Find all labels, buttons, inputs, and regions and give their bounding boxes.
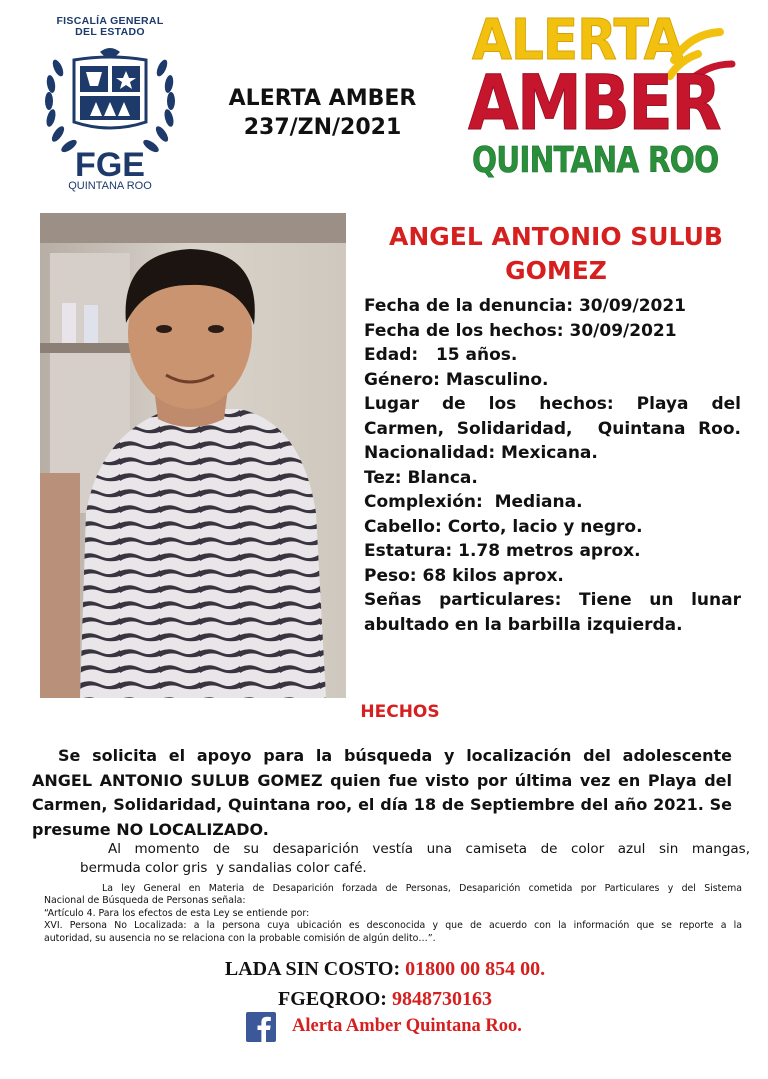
detail-marks-line1: Señas particulares: Tiene un lunar [364, 590, 741, 610]
law-line-2: Nacional de Búsqueda de Personas señala: [44, 895, 246, 907]
person-name [356, 220, 756, 288]
person-details [364, 294, 741, 637]
fge-acronym: FGE [75, 146, 145, 184]
law-line-1: La ley General en Materia de Desaparición forzada de Personas, Desaparición cometida por Particulares y del Sistema [102, 883, 742, 894]
detail-height: Estatura: 1.78 metros aprox. [364, 541, 641, 561]
logo-word-amber: AMBER [468, 58, 720, 147]
clothing-paragraph [80, 840, 750, 878]
lada-number[interactable]: 01800 00 854 00. [405, 958, 546, 980]
hechos-heading: HECHOS [360, 702, 440, 722]
person-name-line1: ANGEL ANTONIO SULUB [389, 222, 723, 251]
clothing-line-1: Al momento de su desaparición vestía una camiseta de color azul sin mangas, [108, 841, 750, 857]
detail-age: Edad: 15 años. [364, 345, 518, 365]
alerta-amber-logo [466, 8, 744, 194]
detail-weight: Peso: 68 kilos aprox. [364, 565, 564, 586]
alert-title [210, 84, 435, 142]
detail-event-date: Fecha de los hechos: 30/09/2021 [364, 320, 677, 341]
detail-build: Complexión: Mediana. [364, 492, 583, 512]
law-line-4: XVI. Persona No Localizada: a la persona cuya ubicación es desconocida y que de acuerdo con la información que se reporte a la [44, 920, 742, 932]
detail-nationality: Nacionalidad: Mexicana. [364, 443, 598, 463]
detail-location-line2: Carmen, Solidaridad, Quintana Roo. [364, 418, 741, 439]
fge-logo [40, 16, 180, 196]
detail-location-line1: Lugar de los hechos: Playa del [364, 394, 741, 414]
lada-line [120, 954, 650, 984]
lada-label: LADA SIN COSTO: [224, 958, 406, 980]
detail-complexion-tone: Tez: Blanca. [364, 467, 478, 488]
missing-person-photo [40, 213, 346, 698]
detail-marks-line2: abultado en la barbilla izquierda. [364, 614, 683, 635]
fge-logo-top-line2: DEL ESTADO [75, 26, 145, 38]
fge-logo-top-line1: FISCALÍA GENERAL [56, 15, 164, 27]
law-line-5: autoridad, su ausencia no se relaciona con la probable comisión de algún delito…”. [44, 932, 436, 944]
facebook-icon[interactable] [246, 1012, 276, 1042]
fgeqroo-number[interactable]: 9848730163 [391, 988, 492, 1010]
detail-hair: Cabello: Corto, lacio y negro. [364, 516, 643, 537]
detail-gender: Género: Masculino. [364, 369, 549, 390]
hechos-line-1: Se solicita el apoyo para la búsqueda y localización del adolescente [58, 746, 732, 765]
person-photo-icon [40, 213, 346, 698]
alert-title-line1: ALERTA AMBER [228, 86, 417, 111]
hechos-paragraph [32, 744, 732, 842]
person-name-line2: GOMEZ [505, 256, 607, 285]
hechos-line-2: ANGEL ANTONIO SULUB GOMEZ quien fue visto por última vez en Playa del [32, 770, 732, 790]
fge-logo-bottom-text: QUINTANA ROO [68, 180, 152, 192]
law-line-3: “Artículo 4. Para los efectos de esta Ley se entiende por: [44, 907, 310, 919]
contact-block [120, 954, 650, 1014]
logo-word-quintana-roo: QUINTANA ROO [472, 140, 719, 181]
clothing-line-2: bermuda color gris y sandalias color café. [80, 860, 367, 876]
alert-code: 237/ZN/2021 [243, 115, 402, 140]
fge-emblem-icon [40, 38, 180, 188]
fgeqroo-label: FGEQROO: [278, 988, 392, 1010]
hechos-line-3: Carmen, Solidaridad, Quintana roo, el día 18 de Septiembre del año 2021. Se [32, 795, 732, 814]
law-citation [44, 883, 742, 945]
facebook-page-label[interactable]: Alerta Amber Quintana Roo. [292, 1016, 522, 1036]
hechos-line-4: presume NO LOCALIZADO. [32, 819, 269, 839]
logo-word-alerta: ALERTA [472, 8, 683, 73]
fgeqroo-line [120, 984, 650, 1014]
detail-report-date: Fecha de la denuncia: 30/09/2021 [364, 296, 687, 316]
